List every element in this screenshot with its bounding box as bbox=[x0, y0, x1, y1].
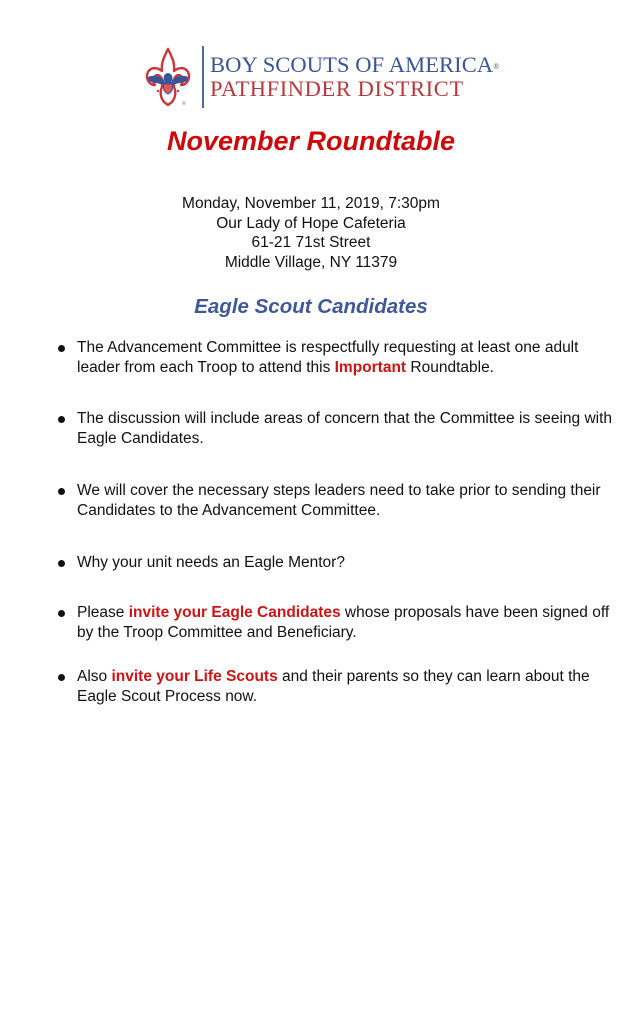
bullet-icon bbox=[58, 345, 65, 352]
bullet-text bbox=[77, 481, 614, 521]
bullet-text-before: Please bbox=[77, 604, 129, 621]
bullet-text bbox=[77, 338, 614, 378]
bullet-text bbox=[77, 409, 614, 449]
registered-mark: ® bbox=[493, 62, 500, 71]
event-street: 61-21 71st Street bbox=[251, 234, 371, 251]
bsa-logo bbox=[143, 46, 499, 108]
bullet-item bbox=[58, 481, 614, 521]
bullet-text-before: The Advancement Committee is respectfully requesting at least one adult leader from each Troop to attend this bbox=[77, 339, 579, 376]
bullet-text-before: We will cover the necessary steps leaders need to take prior to sending their Candidates to the Advancement Committee. bbox=[77, 482, 601, 519]
bullet-text bbox=[77, 553, 614, 573]
page-title: November Roundtable bbox=[166, 126, 456, 156]
org-name bbox=[210, 53, 499, 77]
bullet-icon bbox=[58, 674, 65, 681]
logo-divider bbox=[202, 46, 204, 108]
org-name-text: BOY SCOUTS OF AMERICA bbox=[210, 52, 494, 77]
section-subtitle: Eagle Scout Candidates bbox=[194, 295, 428, 318]
event-venue: Our Lady of Hope Cafeteria bbox=[216, 214, 406, 232]
bullet-text-before: Also bbox=[77, 668, 112, 685]
bullet-text-highlight: invite your Life Scouts bbox=[111, 668, 278, 685]
bullet-item bbox=[58, 667, 614, 707]
bullet-text-after: whose proposals have been signed off by the Troop Committee and Beneficiary. bbox=[77, 604, 610, 641]
district-name: PATHFINDER DISTRICT bbox=[210, 76, 464, 101]
bullet-item bbox=[58, 553, 614, 573]
event-datetime: Monday, November 11, 2019, 7:30pm bbox=[182, 195, 440, 212]
bullet-icon bbox=[58, 560, 65, 567]
bullet-item bbox=[58, 338, 614, 378]
bullet-text-after: Roundtable. bbox=[406, 359, 494, 376]
bullet-text bbox=[77, 667, 614, 707]
bullet-icon bbox=[58, 610, 65, 617]
event-city: Middle Village, NY 11379 bbox=[224, 253, 398, 271]
bullet-icon bbox=[58, 488, 65, 495]
bullet-text-before: The discussion will include areas of concern that the Committee is seeing with Eagle Candidates. bbox=[77, 410, 613, 447]
bullet-item bbox=[58, 603, 614, 643]
fleur-de-lis-eagle-icon bbox=[143, 47, 193, 107]
bullet-text-after: and their parents so they can learn about the Eagle Scout Process now. bbox=[77, 668, 590, 705]
bullet-item bbox=[58, 409, 614, 449]
event-details bbox=[0, 194, 622, 272]
bullet-icon bbox=[58, 416, 65, 423]
bullet-text-before: Why your unit needs an Eagle Mentor? bbox=[77, 554, 345, 571]
svg-text:®: ® bbox=[182, 101, 186, 106]
bullet-text-highlight: Important bbox=[334, 359, 407, 376]
logo-text bbox=[210, 53, 499, 101]
bullet-text-highlight: invite your Eagle Candidates bbox=[128, 604, 341, 621]
bullet-text bbox=[77, 603, 614, 643]
